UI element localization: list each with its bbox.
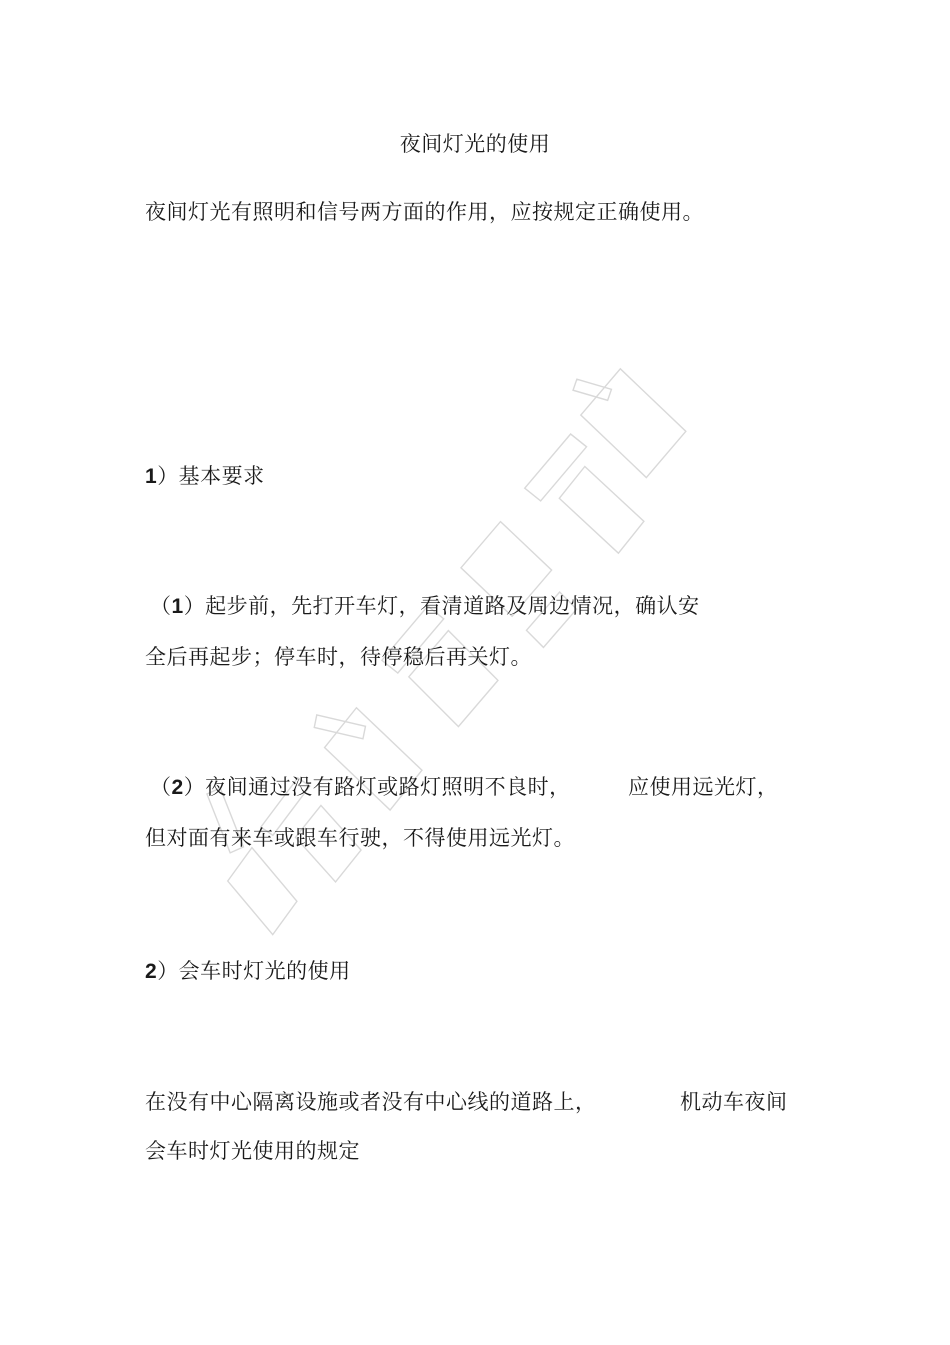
item-2-text-line-1b: 应使用远光灯， (628, 775, 779, 799)
item-1-open-paren: （ (150, 594, 172, 618)
item-2-line-1 (150, 773, 571, 802)
intro-paragraph: 夜间灯光有照明和信号两方面的作用，应按规定正确使用。 (145, 200, 704, 224)
section-2-heading-text: ）会车时灯光的使用 (157, 959, 351, 983)
section-2-number: 2 (145, 960, 158, 983)
item-2-open-paren: （ (150, 775, 172, 799)
section-2-para-line-1a: 在没有中心隔离设施或者没有中心线的道路上， (145, 1090, 597, 1114)
item-2-text-line-1a: ）夜间通过没有路灯或路灯照明不良时， (183, 775, 571, 799)
item-1-line-1 (150, 592, 700, 621)
section-2-heading (145, 957, 351, 986)
item-1-line-2: 全后再起步；停车时，待停稳后再关灯。 (145, 645, 532, 669)
section-2-para-line-1b: 机动车夜间 (680, 1090, 788, 1114)
item-2-number: 2 (171, 776, 184, 799)
section-1-number: 1 (145, 465, 158, 488)
section-1-heading-text: ）基本要求 (157, 464, 265, 488)
page-title: 夜间灯光的使用 (399, 132, 551, 156)
item-1-number: 1 (171, 595, 184, 618)
item-2-line-2: 但对面有来车或跟车行驶，不得使用远光灯。 (145, 826, 575, 850)
item-1-text-line-1: ）起步前，先打开车灯，看清道路及周边情况，确认安 (183, 594, 700, 618)
section-2-para-line-2: 会车时灯光使用的规定 (145, 1139, 360, 1163)
section-1-heading (145, 462, 265, 491)
